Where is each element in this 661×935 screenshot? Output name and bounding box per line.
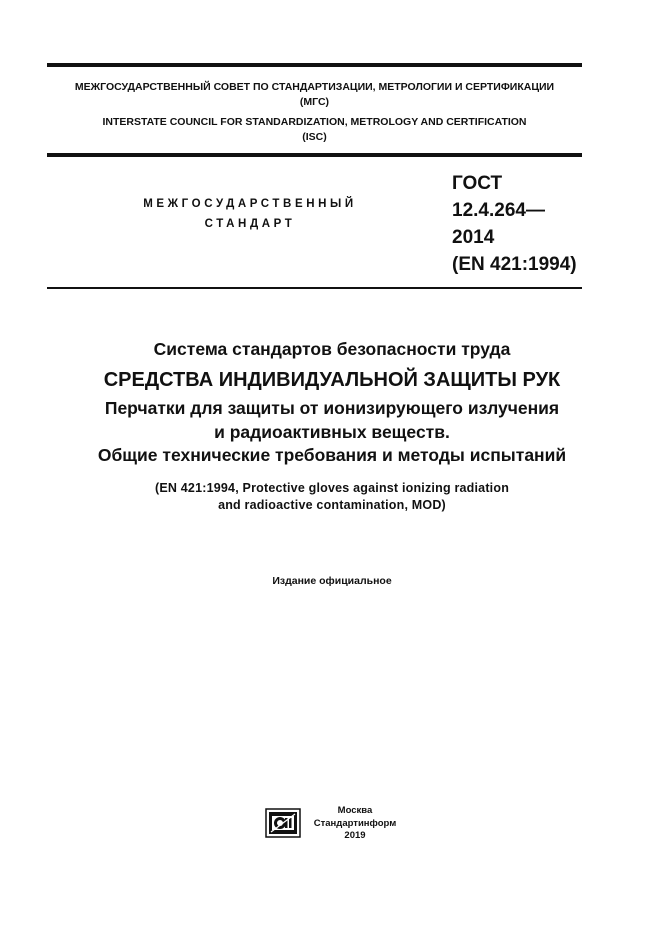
standartinform-logo-icon <box>265 808 301 838</box>
subtitle <box>47 397 617 468</box>
main-title: СРЕДСТВА ИНДИВИДУАЛЬНОЙ ЗАЩИТЫ РУК <box>103 369 561 391</box>
gost-year: 2014 <box>452 227 495 248</box>
council-ru-name: МЕЖГОСУДАРСТВЕННЫЙ СОВЕТ ПО СТАНДАРТИЗАЦИИ, МЕТРОЛОГИИ И СЕРТИФИКАЦИИ <box>74 81 555 93</box>
publisher-name: Стандартинформ <box>313 817 397 829</box>
publisher-city: Москва <box>337 805 373 816</box>
top-divider <box>47 63 582 67</box>
english-title-line1: (EN 421:1994, Protective gloves against ionizing radiation <box>154 480 510 495</box>
standard-type-line2: СТАНДАРТ <box>204 218 296 230</box>
gost-prefix: ГОСТ <box>452 173 503 194</box>
council-en-abbr: (ISC) <box>302 131 327 143</box>
council-en-name: INTERSTATE COUNCIL FOR STANDARDIZATION, METROLOGY AND CERTIFICATION <box>102 116 527 128</box>
gost-number: 12.4.264— <box>452 200 545 221</box>
middle-divider <box>47 153 582 157</box>
bottom-divider <box>47 287 582 289</box>
gost-equivalent: (EN 421:1994) <box>452 254 577 275</box>
english-title-line2: and radioactive contamination, MOD) <box>218 497 446 512</box>
title-block <box>47 337 617 514</box>
edition-label: Издание официальное <box>272 575 392 587</box>
subtitle-line2: и радиоактивных веществ. <box>214 421 450 442</box>
gost-designation <box>452 170 577 278</box>
publisher-block <box>305 805 405 843</box>
publisher-year: 2019 <box>344 830 366 841</box>
subtitle-line1: Перчатки для защиты от ионизирующего излучения <box>104 398 560 418</box>
subtitle-line3: Общие технические требования и методы испытаний <box>97 445 567 465</box>
standard-type-line1: МЕЖГОСУДАРСТВЕННЫЙ <box>143 198 357 210</box>
standard-type <box>100 194 400 234</box>
council-ru-abbr: (МГС) <box>299 96 330 108</box>
council-ru <box>47 80 582 110</box>
system-title: Система стандартов безопасности труда <box>153 339 511 359</box>
council-en <box>47 115 582 145</box>
english-title <box>47 480 617 514</box>
